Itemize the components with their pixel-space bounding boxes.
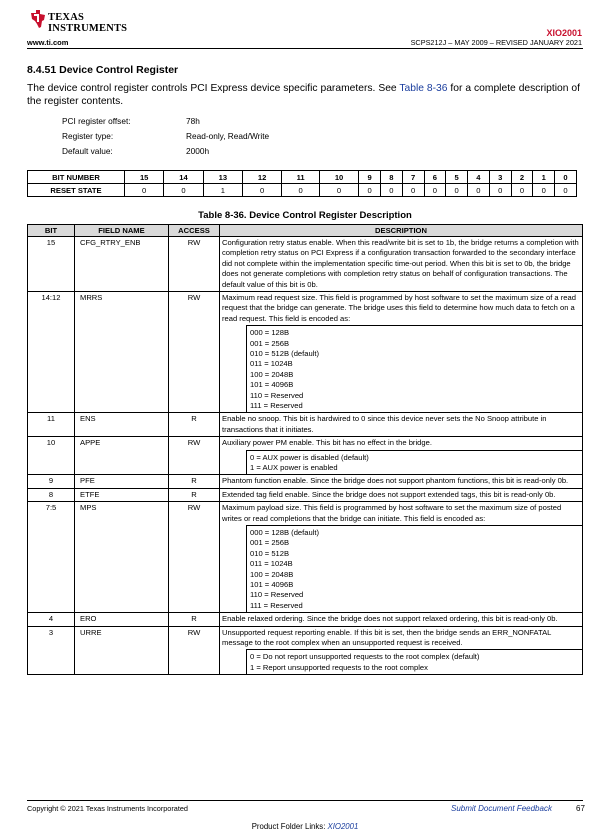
- reset-state-cell: 0: [359, 184, 381, 197]
- description-text: Enable no snoop. This bit is hardwired to 0 since this device never sets the No Snoop attribute in transactions that it initiates.: [222, 414, 547, 434]
- reset-state-cell: 0: [511, 184, 533, 197]
- description-text: Auxiliary power PM enable. This bit has no effect in the bridge.: [222, 438, 432, 448]
- field-name-cell: PFE: [75, 475, 169, 488]
- bit-number-cell: 7: [402, 171, 424, 184]
- bit-number-row: [28, 171, 577, 184]
- encoding-item: 010 = 512B: [250, 548, 290, 558]
- encoding-item: 001 = 256B: [250, 338, 290, 348]
- property-key: PCI register offset:: [62, 116, 131, 126]
- field-name-cell: ERO: [75, 613, 169, 626]
- table-row: [28, 502, 583, 613]
- field-name-cell: ENS: [75, 413, 169, 437]
- bit-cell: 11: [28, 413, 75, 437]
- bit-cell: 4: [28, 613, 75, 626]
- encoding-list: [246, 525, 582, 612]
- encoding-list: [246, 649, 582, 674]
- description-cell: [220, 626, 583, 675]
- description-cell: [220, 613, 583, 626]
- reset-state-cell: 1: [203, 184, 242, 197]
- bit-cell: 15: [28, 237, 75, 292]
- encoding-item: 101 = 4096B: [250, 380, 294, 390]
- field-name-cell: URRE: [75, 626, 169, 675]
- encoding-item: 111 = Reserved: [250, 400, 303, 410]
- table-row: [28, 475, 583, 488]
- description-cell: [220, 502, 583, 613]
- encoding-item: 100 = 2048B: [250, 369, 294, 379]
- paragraph-text-before: The device control register controls PCI Express device specific parameters. See: [27, 83, 400, 94]
- bit-number-cell: 8: [380, 171, 402, 184]
- reset-state-cell: 0: [555, 184, 577, 197]
- bit-number-cell: 3: [489, 171, 511, 184]
- bit-cell: 3: [28, 626, 75, 675]
- bit-number-cell: 4: [468, 171, 490, 184]
- property-value: Read-only, Read/Write: [186, 131, 270, 141]
- table-caption: Table 8-36. Device Control Register Description: [198, 210, 412, 221]
- bit-cell: 14:12: [28, 292, 75, 413]
- footer-divider: [27, 800, 583, 801]
- header-divider: [27, 48, 583, 49]
- property-row: [62, 146, 362, 161]
- bit-number-cell: 12: [242, 171, 281, 184]
- encoding-item: 010 = 512B (default): [250, 349, 320, 359]
- section-paragraph: [27, 82, 580, 108]
- reset-state-row: [28, 184, 577, 197]
- encoding-item: 111 = Reserved: [250, 600, 303, 610]
- field-name-cell: CFG_RTRY_ENB: [75, 237, 169, 292]
- encoding-item: 1 = AUX power is enabled: [250, 462, 338, 472]
- reset-state-cell: 0: [533, 184, 555, 197]
- part-number-link[interactable]: XIO2001: [546, 28, 582, 38]
- product-folder-links: [0, 822, 610, 831]
- access-cell: RW: [169, 292, 220, 413]
- company-name-line1: TEXAS: [48, 12, 85, 23]
- access-cell: RW: [169, 237, 220, 292]
- encoding-item: 1 = Report unsupported requests to the root complex: [250, 662, 428, 672]
- encoding-list: [246, 325, 582, 412]
- field-name-cell: ETFE: [75, 488, 169, 501]
- document-id: SCPS212J – MAY 2009 – REVISED JANUARY 2021: [410, 38, 582, 47]
- reset-state-cell: 0: [319, 184, 358, 197]
- ti-logo-icon: [30, 9, 47, 29]
- description-text: Enable relaxed ordering. Since the bridge does not support relaxed ordering, this bit is read-only 0b.: [222, 614, 558, 624]
- bit-number-label: BIT NUMBER: [28, 171, 125, 184]
- property-key: Default value:: [62, 146, 113, 156]
- description-cell: [220, 488, 583, 501]
- bit-reset-table: [27, 170, 577, 197]
- folder-prefix: Product Folder Links:: [251, 822, 328, 831]
- description-text: Unsupported request reporting enable. If this bit is set, then the bridge sends an ERR_NONFATAL message to the root complex when an unsupported request is received.: [222, 627, 552, 647]
- bit-number-cell: 5: [446, 171, 468, 184]
- table-row: [28, 292, 583, 413]
- header-field-name: FIELD NAME: [75, 225, 169, 237]
- description-cell: [220, 237, 583, 292]
- table-row: [28, 626, 583, 675]
- header-description: DESCRIPTION: [220, 225, 583, 237]
- page-number: 67: [576, 804, 585, 813]
- reset-state-cell: 0: [242, 184, 281, 197]
- description-text: Phantom function enable. Since the bridge does not support phantom functions, this bit is read-only 0b.: [222, 476, 569, 486]
- encoding-item: 100 = 2048B: [250, 569, 294, 579]
- bit-cell: 10: [28, 437, 75, 475]
- reset-state-cell: 0: [489, 184, 511, 197]
- encoding-item: 110 = Reserved: [250, 590, 304, 600]
- table-row: [28, 437, 583, 475]
- access-cell: R: [169, 488, 220, 501]
- description-text: Extended tag field enable. Since the bridge does not support extended tags, this bit is read-only 0b.: [222, 489, 556, 499]
- bit-cell: 9: [28, 475, 75, 488]
- property-row: [62, 116, 362, 131]
- table-reference-link[interactable]: Table 8-36: [399, 83, 448, 94]
- reset-state-label: RESET STATE: [28, 184, 125, 197]
- bit-cell: 7:5: [28, 502, 75, 613]
- product-folder-link[interactable]: XIO2001: [327, 822, 359, 831]
- encoding-item: 101 = 4096B: [250, 579, 294, 589]
- description-text: Maximum payload size. This field is programmed by host software to set the maximum size of posted writes or read completions that the bridge can initiate. This field is encoded as:: [222, 503, 562, 523]
- description-cell: [220, 475, 583, 488]
- access-cell: R: [169, 613, 220, 626]
- encoding-list: [246, 450, 582, 475]
- bit-number-cell: 6: [424, 171, 446, 184]
- submit-feedback-link[interactable]: Submit Document Feedback: [451, 804, 552, 813]
- company-name-line2: INSTRUMENTS: [48, 23, 128, 34]
- register-properties: [62, 116, 362, 161]
- bit-number-cell: 13: [203, 171, 242, 184]
- bit-number-cell: 10: [319, 171, 358, 184]
- access-cell: RW: [169, 437, 220, 475]
- table-row: [28, 237, 583, 292]
- encoding-item: 000 = 128B (default): [250, 528, 320, 537]
- encoding-item: 011 = 1024B: [250, 359, 293, 369]
- access-cell: R: [169, 413, 220, 437]
- ti-logo[interactable]: [30, 9, 140, 39]
- description-text: Maximum read request size. This field is programmed by host software to set the maximum size of a read request that the bridge can generate. The bridge uses this field to determine how much data to fetch on a read request. This field is encoded as:: [222, 293, 576, 323]
- reset-state-cell: 0: [282, 184, 320, 197]
- reset-state-cell: 0: [402, 184, 424, 197]
- description-cell: [220, 413, 583, 437]
- description-cell: [220, 437, 583, 475]
- reset-state-cell: 0: [468, 184, 490, 197]
- website-link[interactable]: www.ti.com: [27, 38, 69, 47]
- reset-state-cell: 0: [125, 184, 164, 197]
- encoding-item: 110 = Reserved: [250, 390, 304, 400]
- header-bit: BIT: [28, 225, 75, 237]
- copyright: Copyright © 2021 Texas Instruments Incorporated: [27, 804, 188, 813]
- field-name-cell: MPS: [75, 502, 169, 613]
- description-table: [27, 224, 583, 675]
- encoding-item: 001 = 256B: [250, 538, 290, 548]
- paragraph-text-after: for a complete description of the register contents.: [27, 83, 580, 107]
- description-cell: [220, 292, 583, 413]
- table-row: [28, 613, 583, 626]
- header-access: ACCESS: [169, 225, 220, 237]
- access-cell: RW: [169, 502, 220, 613]
- bit-number-cell: 9: [359, 171, 381, 184]
- field-name-cell: APPE: [75, 437, 169, 475]
- encoding-item: 011 = 1024B: [250, 559, 293, 569]
- table-header-row: [28, 225, 583, 237]
- access-cell: R: [169, 475, 220, 488]
- bit-number-cell: 2: [511, 171, 533, 184]
- table-row: [28, 413, 583, 437]
- encoding-item: 000 = 128B: [250, 328, 290, 338]
- table-row: [28, 488, 583, 501]
- bit-number-cell: 0: [555, 171, 577, 184]
- reset-state-cell: 0: [424, 184, 446, 197]
- property-value: 2000h: [186, 146, 210, 156]
- reset-state-cell: 0: [380, 184, 402, 197]
- description-text: Configuration retry status enable. When this read/write bit is set to 1b, the bridge returns a completion with completion retry status on PCI Express if a configuration transaction forwarded to the secondary interface did not complete within the implementation specific time-out period. When this bit is set to 0b, the bridge does not generate completions with completion retry status on behalf of configuration transactions. The default value of this bit is 0b.: [222, 238, 579, 289]
- property-row: [62, 131, 362, 146]
- access-cell: RW: [169, 626, 220, 675]
- property-value: 78h: [186, 116, 200, 126]
- bit-number-cell: 11: [282, 171, 320, 184]
- section-title: 8.4.51 Device Control Register: [27, 64, 179, 76]
- reset-state-cell: 0: [164, 184, 203, 197]
- bit-number-cell: 15: [125, 171, 164, 184]
- encoding-item: 0 = Do not report unsupported requests to the root complex (default): [250, 652, 480, 662]
- encoding-item: 0 = AUX power is disabled (default): [250, 452, 369, 462]
- description-table-body: [28, 237, 583, 675]
- bit-number-cell: 1: [533, 171, 555, 184]
- bit-cell: 8: [28, 488, 75, 501]
- bit-number-cell: 14: [164, 171, 203, 184]
- field-name-cell: MRRS: [75, 292, 169, 413]
- reset-state-cell: 0: [446, 184, 468, 197]
- property-key: Register type:: [62, 131, 114, 141]
